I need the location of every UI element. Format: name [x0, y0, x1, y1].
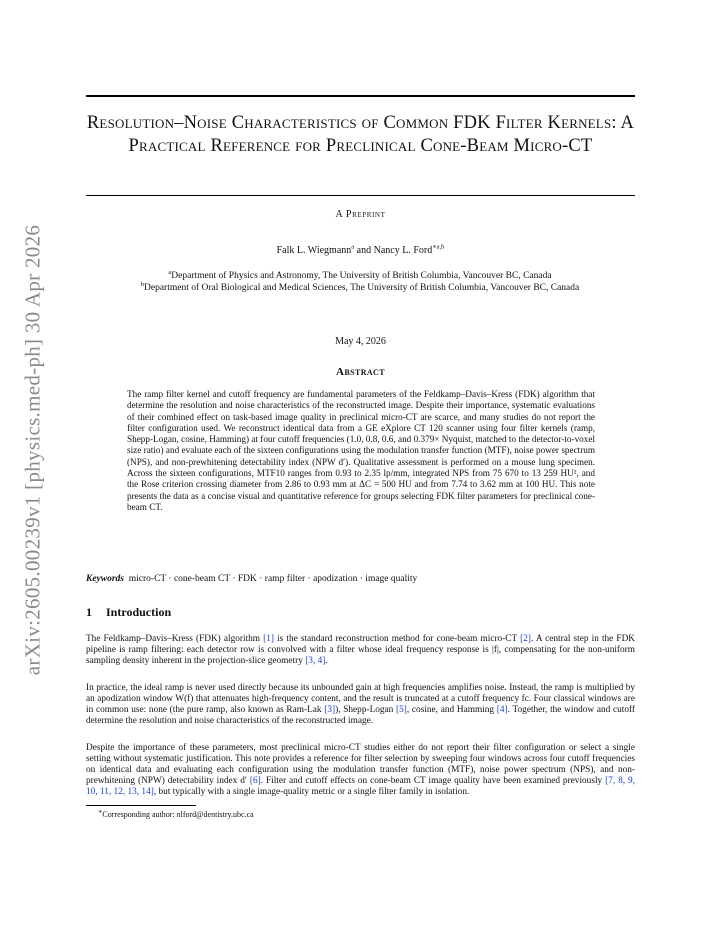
affiliations — [60, 270, 660, 294]
keywords-label: Keywords — [86, 574, 124, 584]
abstract-heading: Abstract — [336, 366, 385, 378]
text-run: In practice, the ideal ramp is never used directly because its unbounded gain at high frequencies amplifies noise. Instead, the ramp is multiplied by an apodization window W(f) that attenuates high-frequency content, and the result is truncated at a cutoff frequency fc. Four classical windows are in common use: none (the pure ramp, also known as Ram-Lak — [86, 683, 635, 716]
author-conjunction: and — [354, 245, 374, 256]
text-run: The Feldkamp–Davis–Kress (FDK) algorithm — [86, 634, 264, 644]
text-run: . A central step in the FDK pipeline is ramp filtering: each detector row is convolved with a filter whose ideal frequency response is |f|, compensating for the non-uniform sampling density inherent in the projection-slice geometry — [86, 634, 636, 667]
paper-title: Resolution–Noise Characteristics of Common FDK Filter Kernels: A Practical Reference for Preclinical Cone-Beam Micro-CT — [86, 113, 635, 156]
publication-date: May 4, 2026 — [335, 336, 386, 347]
text-run: , but typically with a single image-quality metric or a single filter family in isolation. — [153, 787, 470, 798]
text-run: , cosine, and Hamming — [406, 705, 497, 716]
section-heading — [86, 605, 171, 620]
section-number: 1 — [86, 605, 92, 619]
author-affil-marker: ∗a,b — [432, 243, 445, 251]
abstract-body: The ramp filter kernel and cutoff frequency are fundamental parameters of the Feldkamp–Davis–Kress (FDK) algorithm that determine the resolution and noise characteristics of the reconstructed image. Despite their importance, systematic evaluations of their combined effect on task-based image quality in preclinical micro-CT are scarce, and many studies do not report the filter configuration used. We reconstruct identical data from a GE eXplore CT 120 scanner using four filter kernels (ramp, Shepp-Logan, cosine, Hamming) at four cutoff frequencies (1.0, 0.8, 0.6, and 0.379× Nyquist, matched to the detector-to-voxel size ratio) and evaluate each of the sixteen configurations using the modulation transfer function (MTF), noise power spectrum (NPS), and non-prewhitening detectability index (NPW d′). Qualitative assessment is performed on a mouse lung specimen. Across the sixteen configurations, MTF10 ranges from 0.93 to 2.35 lp/mm, integrated NPS from 75 670 to 13 259 HU², and the Rose criterion crossing diameter from 2.86 to 0.93 mm at ΔC = 500 HU and from 7.74 to 3.62 mm at 100 HU. This note presents the data as a concise visual and quantitative reference for groups selecting FDK filter parameters for preclinical cone-beam CT. — [127, 389, 595, 512]
author-name: Nancy L. Ford — [373, 245, 433, 256]
affiliation-marker: b — [140, 280, 144, 288]
keywords-line — [86, 574, 635, 584]
arxiv-identifier-text: arXiv:2605.00239v1 [physics.med-ph] 30 Apr 2026 — [20, 224, 45, 676]
text-run: . Together, the window and cutoff determine the resolution and noise characteristics of the reconstructed image. — [86, 705, 635, 727]
text-run: Despite the importance of these parameters, most preclinical micro-CT studies either do not report their filter configuration or select a single setting without systematic justification. This note provides a reference for filter selection by sweeping four windows across four cutoff frequencies on identical data and evaluating each configuration using the modulation transfer function (MTF), noise power spectrum (NPS), and non-prewhitening (NPW) detectability index d′ — [86, 743, 635, 787]
citation-link[interactable]: [6] — [249, 776, 261, 787]
citation-link[interactable]: [3] — [324, 705, 336, 716]
affiliation-marker: a — [168, 268, 172, 276]
author-name: Falk L. Wiegmann — [276, 245, 352, 256]
citation-link[interactable]: [5] — [396, 705, 407, 716]
author-affil-marker: a — [351, 243, 355, 251]
text-run: ), Shepp-Logan — [335, 705, 397, 716]
keywords-text: micro-CT · cone-beam CT · FDK · ramp filter · apodization · image quality — [128, 574, 418, 584]
citation-link[interactable]: [1] — [263, 634, 274, 644]
paragraph-2 — [86, 683, 635, 727]
affiliation-line — [60, 282, 660, 294]
title-rule-top — [86, 95, 635, 97]
citation-link[interactable]: [7, 8, 9, 10, 11, 12, 13, 14] — [86, 776, 635, 798]
footnote — [98, 810, 254, 819]
citation-link[interactable]: [4] — [496, 705, 508, 716]
footnote-rule — [86, 805, 196, 806]
preprint-label: A Preprint — [335, 209, 386, 220]
paragraph-3 — [86, 743, 635, 798]
title-rule-bottom — [86, 195, 635, 196]
affiliation-text: Department of Physics and Astronomy, The University of British Columbia, Vancouver BC, Canada — [171, 271, 552, 281]
affiliation-line — [60, 270, 660, 282]
arxiv-identifier — [18, 210, 48, 690]
citation-link[interactable]: [3, 4] — [305, 656, 326, 667]
affiliation-text: Department of Oral Biological and Medical Sciences, The University of British Columbia, Vancouver BC, Canada — [144, 283, 580, 293]
author-list — [86, 245, 635, 256]
text-run: is the standard reconstruction method for cone-beam micro-CT — [273, 634, 521, 644]
paragraph-1 — [86, 634, 635, 667]
footnote-text: Corresponding author: nlford@dentistry.ubc.ca — [102, 810, 254, 819]
citation-link[interactable]: [2] — [520, 634, 531, 644]
footnote-marker: ∗ — [98, 808, 103, 816]
text-run: . — [325, 656, 328, 667]
section-title: Introduction — [106, 605, 172, 619]
text-run: . Filter and cutoff effects on cone-beam CT image quality have been examined previously — [260, 776, 606, 787]
